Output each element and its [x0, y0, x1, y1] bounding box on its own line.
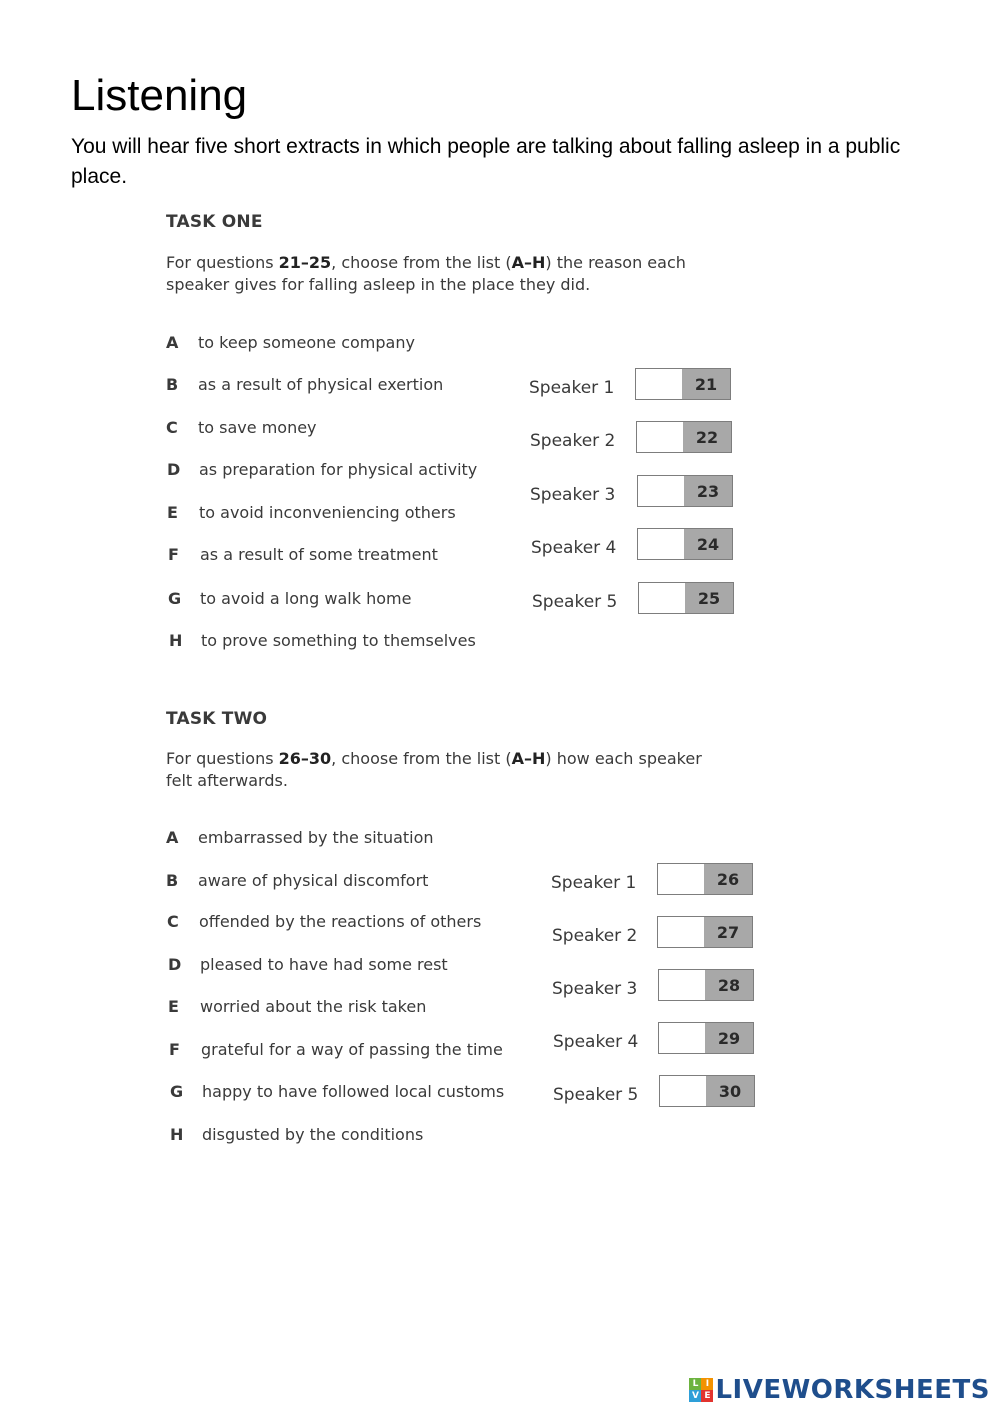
logo-tile: E — [701, 1390, 713, 1402]
option-letter: H — [170, 1125, 184, 1144]
task-two-speaker-label: Speaker 3 — [552, 979, 638, 999]
task-one-speaker-label: Speaker 2 — [530, 431, 616, 451]
task-one-speaker-label: Speaker 1 — [529, 378, 615, 398]
liveworksheets-logo-icon — [689, 1378, 713, 1402]
task-one-answer-box[interactable] — [635, 368, 731, 400]
option-letter: E — [167, 503, 178, 522]
instr-part: ) how each speaker felt afterwards. — [166, 749, 702, 790]
question-number: 30 — [706, 1076, 754, 1106]
logo-text: LIVEWORKSHEETS — [715, 1375, 990, 1405]
logo-tile: L — [689, 1378, 701, 1390]
task-one-instructions — [166, 252, 726, 296]
task-two-answer-box[interactable] — [659, 1075, 755, 1107]
task-one-option — [167, 460, 477, 479]
page-title: Listening — [71, 71, 248, 120]
task-two-heading: TASK TWO — [166, 709, 268, 729]
task-two-option — [166, 871, 428, 890]
task-two-option — [169, 1040, 503, 1059]
instr-part: , choose from the list ( — [331, 749, 512, 768]
option-text: offended by the reactions of others — [199, 912, 482, 931]
task-one-option — [166, 375, 443, 394]
task-two-speaker-label: Speaker 2 — [552, 926, 638, 946]
option-text: to prove something to themselves — [201, 631, 476, 650]
option-letter: F — [169, 1040, 180, 1059]
question-range: 26–30 — [278, 749, 332, 768]
option-text: as a result of some treatment — [200, 545, 438, 564]
instr-part: For questions — [166, 253, 279, 272]
option-text: as preparation for physical activity — [199, 460, 478, 479]
option-letter: C — [167, 912, 179, 931]
question-number: 28 — [705, 970, 753, 1000]
task-one-speaker-label: Speaker 3 — [530, 485, 616, 505]
option-text: to save money — [198, 418, 317, 437]
letter-range: A–H — [511, 253, 546, 272]
question-number: 21 — [682, 369, 730, 399]
task-one-option — [169, 631, 476, 650]
option-text: to avoid a long walk home — [200, 589, 412, 608]
task-one-option — [168, 589, 411, 608]
liveworksheets-logo — [689, 1375, 990, 1405]
option-letter: D — [168, 955, 182, 974]
option-text: pleased to have had some rest — [200, 955, 448, 974]
task-two-instructions — [166, 748, 726, 792]
option-letter: A — [166, 333, 179, 352]
task-two-option — [170, 1125, 423, 1144]
logo-tile: I — [701, 1378, 713, 1390]
instr-part: For questions — [166, 749, 279, 768]
instr-part: ) the reason each speaker gives for falling asleep in the place they did. — [166, 253, 686, 294]
option-letter: A — [166, 828, 179, 847]
task-two-answer-box[interactable] — [657, 916, 753, 948]
task-two-option — [168, 997, 426, 1016]
option-text: grateful for a way of passing the time — [201, 1040, 503, 1059]
question-number: 25 — [685, 583, 733, 613]
task-one-answer-box[interactable] — [638, 582, 734, 614]
task-one-speaker-label: Speaker 5 — [532, 592, 618, 612]
question-number: 26 — [704, 864, 752, 894]
option-letter: F — [168, 545, 179, 564]
option-text: happy to have followed local customs — [202, 1082, 505, 1101]
task-two-answer-box[interactable] — [658, 969, 754, 1001]
task-two-speaker-label: Speaker 1 — [551, 873, 637, 893]
task-one-option — [167, 503, 456, 522]
task-two-answer-box[interactable] — [658, 1022, 754, 1054]
option-letter: G — [170, 1082, 184, 1101]
task-one-speaker-label: Speaker 4 — [531, 538, 617, 558]
task-one-answer-box[interactable] — [636, 421, 732, 453]
option-letter: D — [167, 460, 181, 479]
question-number: 23 — [684, 476, 732, 506]
question-number: 22 — [683, 422, 731, 452]
instr-part: , choose from the list ( — [331, 253, 512, 272]
logo-tile: V — [689, 1390, 701, 1402]
task-one-option — [166, 418, 317, 437]
task-two-option — [168, 955, 448, 974]
task-one-answer-box[interactable] — [637, 528, 733, 560]
option-letter: B — [166, 871, 179, 890]
task-one-option — [168, 545, 438, 564]
option-letter: B — [166, 375, 179, 394]
task-one-heading: TASK ONE — [166, 212, 263, 232]
task-two-answer-box[interactable] — [657, 863, 753, 895]
question-number: 24 — [684, 529, 732, 559]
task-two-speaker-label: Speaker 4 — [553, 1032, 639, 1052]
letter-range: A–H — [511, 749, 546, 768]
task-two-option — [166, 828, 434, 847]
task-two-option — [167, 912, 481, 931]
intro-text: You will hear five short extracts in which people are talking about falling asleep in a public place. — [71, 135, 901, 188]
option-text: to keep someone company — [198, 333, 415, 352]
task-one-answer-box[interactable] — [637, 475, 733, 507]
option-letter: C — [166, 418, 178, 437]
option-letter: G — [168, 589, 182, 608]
task-one-option — [166, 333, 415, 352]
option-text: disgusted by the conditions — [202, 1125, 424, 1144]
task-two-option — [170, 1082, 504, 1101]
question-number: 29 — [705, 1023, 753, 1053]
option-text: aware of physical discomfort — [198, 871, 429, 890]
option-letter: E — [168, 997, 179, 1016]
option-text: worried about the risk taken — [200, 997, 427, 1016]
question-number: 27 — [704, 917, 752, 947]
option-letter: H — [169, 631, 183, 650]
option-text: as a result of physical exertion — [198, 375, 444, 394]
task-two-speaker-label: Speaker 5 — [553, 1085, 639, 1105]
option-text: to avoid inconveniencing others — [199, 503, 456, 522]
option-text: embarrassed by the situation — [198, 828, 434, 847]
question-range: 21–25 — [278, 253, 332, 272]
